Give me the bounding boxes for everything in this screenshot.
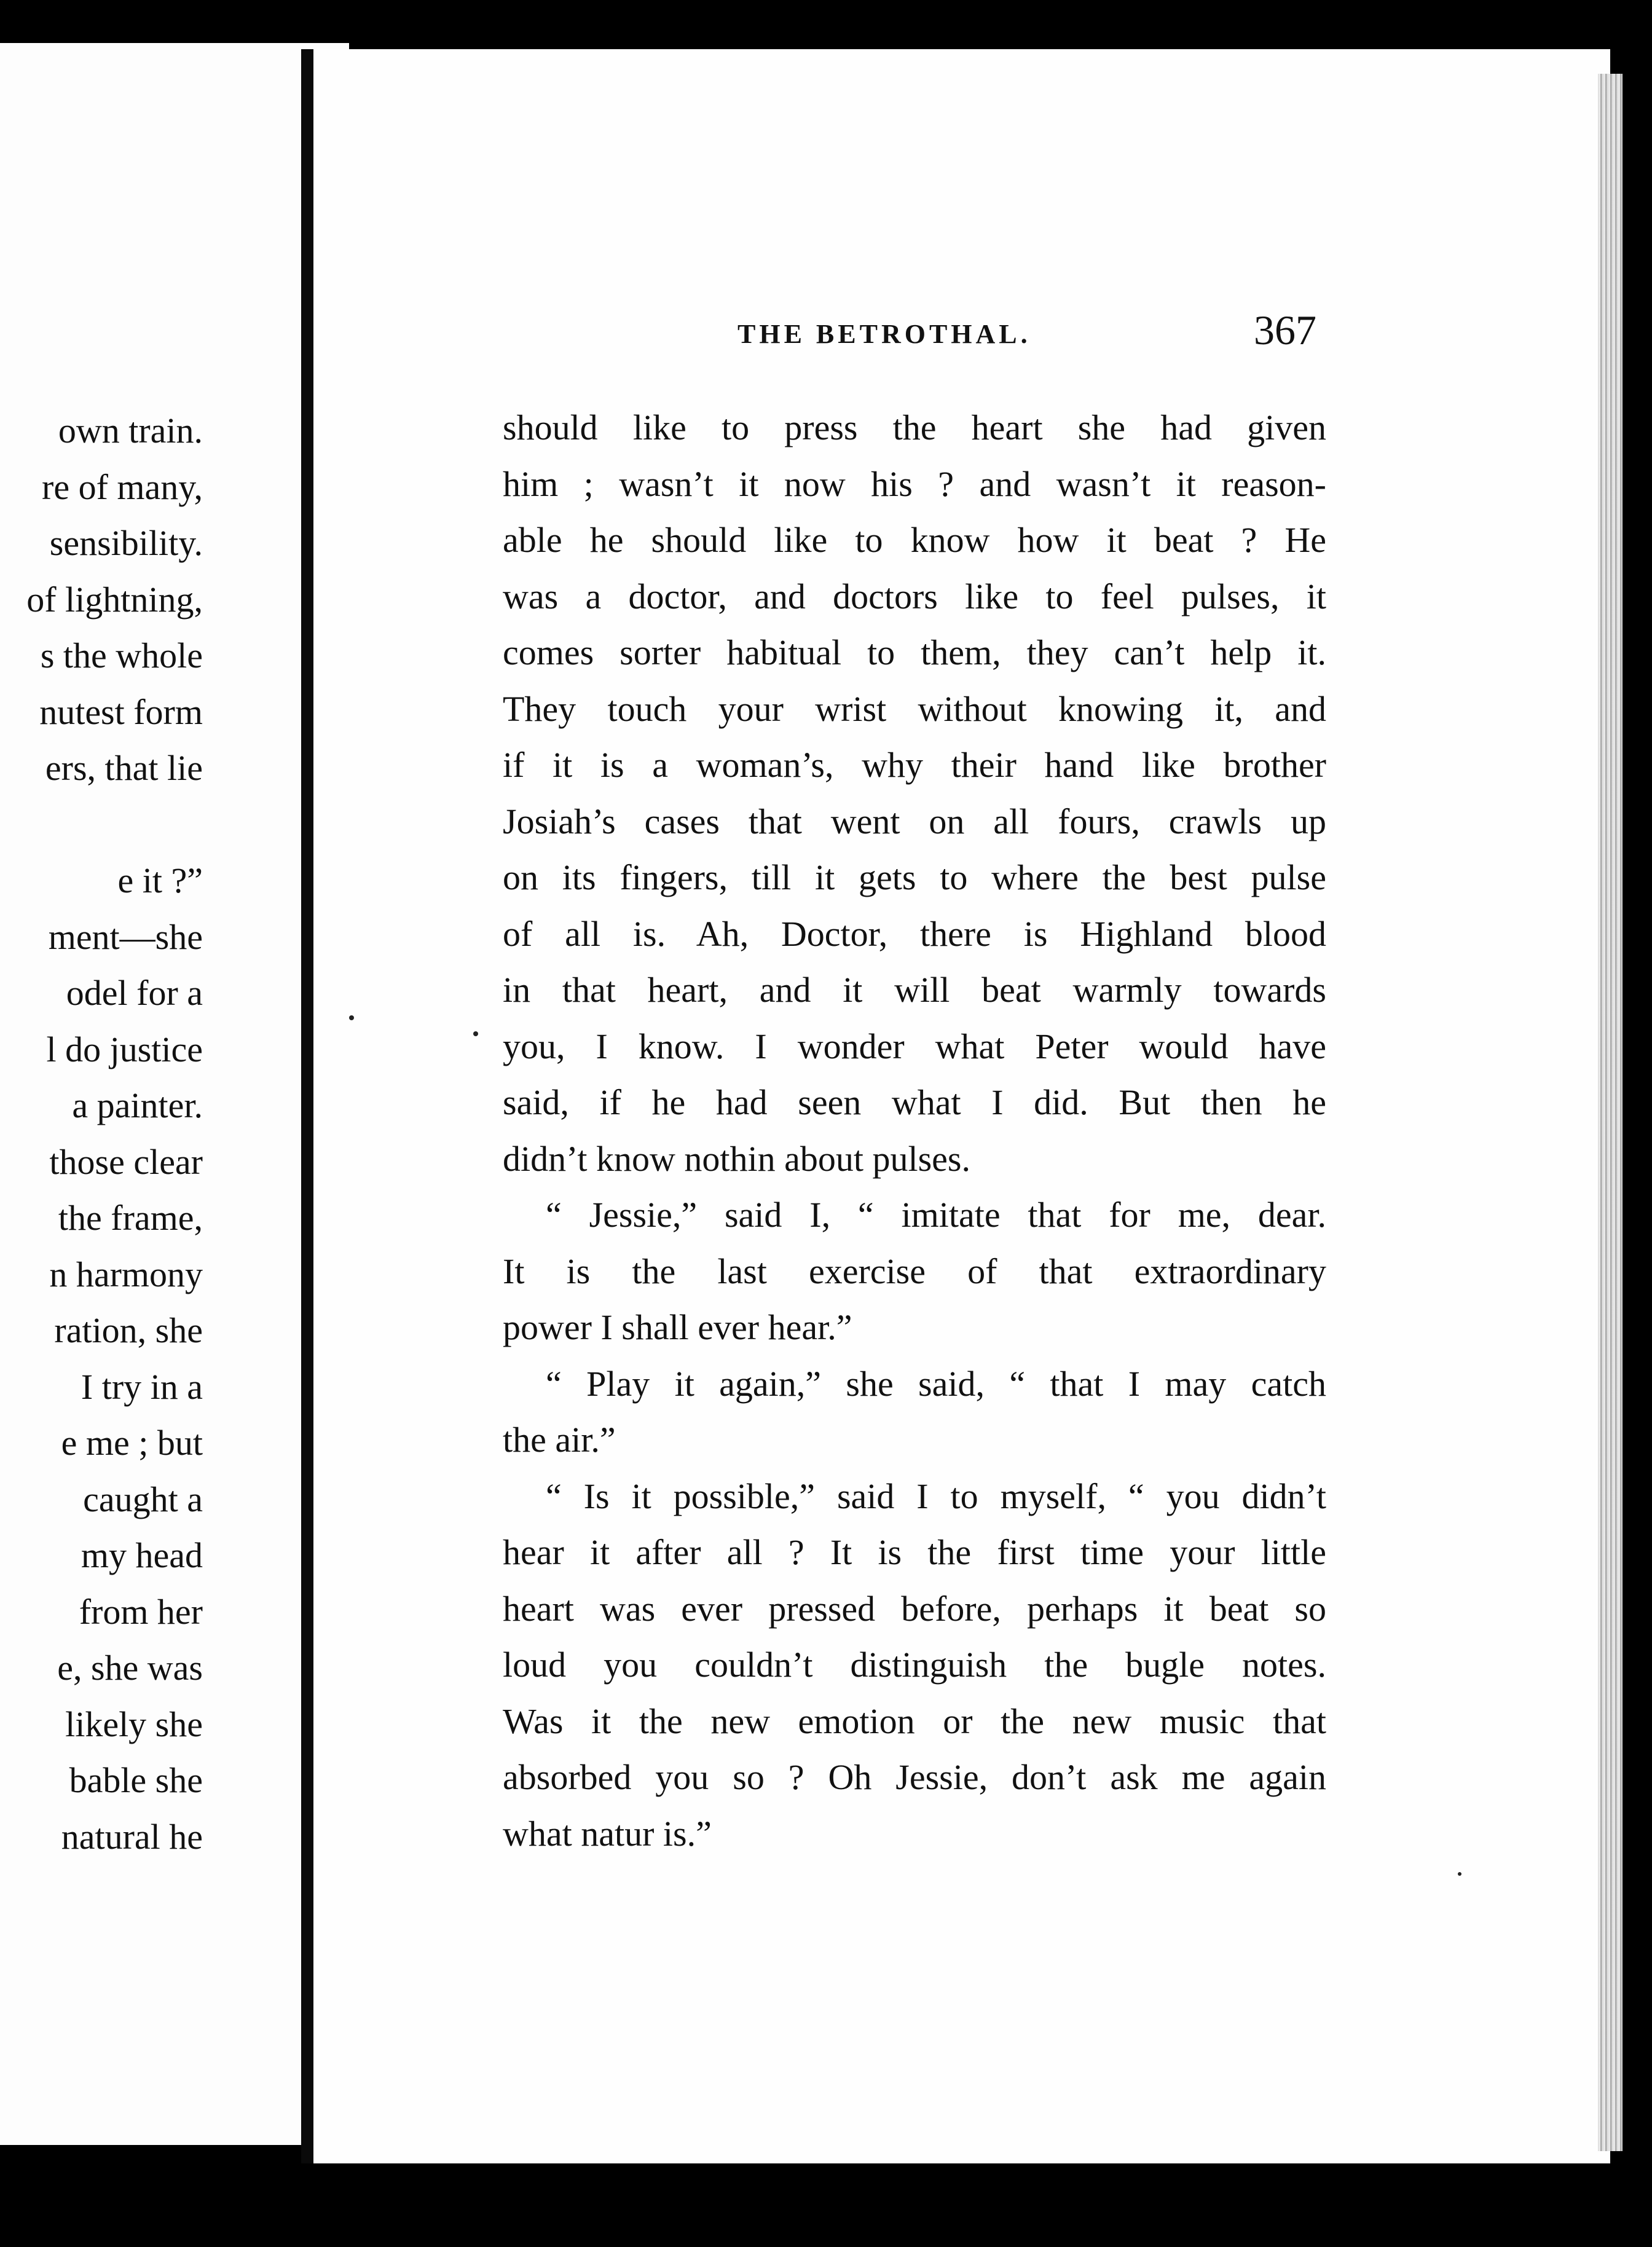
text-line: Was it the new emotion or the new music that xyxy=(503,1701,1326,1741)
previous-page-line: my head xyxy=(81,1535,203,1575)
previous-page-line: the frame, xyxy=(58,1198,203,1238)
previous-page-line: e, she was xyxy=(57,1648,203,1688)
text-line: “ Jessie,” said I, “ imitate that for me, dear. xyxy=(546,1195,1326,1235)
text-line: “ Play it again,” she said, “ that I may catch xyxy=(546,1363,1326,1404)
previous-page-line xyxy=(0,797,344,853)
text-line: able he should like to know how it beat ? He xyxy=(503,520,1326,560)
previous-page-line: n harmony xyxy=(49,1254,203,1294)
previous-page-text xyxy=(0,403,344,1865)
previous-page-line: ration, she xyxy=(54,1310,203,1350)
text-line: in that heart, and it will beat warmly towards xyxy=(503,970,1326,1010)
previous-page-line: likely she xyxy=(65,1704,203,1744)
text-line: They touch your wrist without knowing it, and xyxy=(503,688,1326,729)
page-body xyxy=(503,399,1326,1862)
page-number: 367 xyxy=(1254,307,1316,353)
previous-page-line: e me ; but xyxy=(61,1423,203,1463)
text-line: hear it after all ? It is the first time your little xyxy=(503,1532,1326,1572)
text-line: should like to press the heart she had given xyxy=(503,407,1326,447)
text-line: you, I know. I wonder what Peter would have xyxy=(503,1026,1326,1066)
text-line: of all is. Ah, Doctor, there is Highland blood xyxy=(503,913,1326,954)
previous-page-line: l do justice xyxy=(46,1029,203,1069)
previous-page-line: I try in a xyxy=(81,1366,203,1407)
previous-page-line: caught a xyxy=(83,1479,203,1519)
text-line: It is the last exercise of that extraordinary xyxy=(503,1251,1326,1291)
text-line: heart was ever pressed before, perhaps it beat so xyxy=(503,1588,1326,1629)
text-line: on its fingers, till it gets to where the best pulse xyxy=(503,857,1326,897)
ink-speck xyxy=(349,1015,354,1020)
text-line: said, if he had seen what I did. But then he xyxy=(503,1082,1326,1122)
previous-page xyxy=(0,43,349,2145)
page-block-edge xyxy=(1598,74,1622,2151)
previous-page-line: own train. xyxy=(58,411,203,451)
text-line: “ Is it possible,” said I to myself, “ you didn’t xyxy=(546,1476,1326,1516)
previous-page-line: e it ?” xyxy=(117,860,203,900)
previous-page-line: s the whole xyxy=(40,636,203,675)
previous-page-line: natural he xyxy=(61,1816,203,1857)
previous-page-line: sensibility. xyxy=(49,523,203,563)
previous-page-line: of lightning, xyxy=(26,579,203,620)
previous-page-line: ers, that lie xyxy=(45,748,203,788)
text-line: absorbed you so ? Oh Jessie, don’t ask me again xyxy=(503,1757,1326,1797)
ink-speck xyxy=(473,1031,478,1036)
text-line: didn’t know nothin about pulses. xyxy=(503,1138,970,1179)
text-line: if it is a woman’s, why their hand like brother xyxy=(503,745,1326,785)
text-line: loud you couldn’t distinguish the bugle notes. xyxy=(503,1645,1326,1685)
text-line: was a doctor, and doctors like to feel pulses, it xyxy=(503,576,1326,616)
running-head: THE BETROTHAL. xyxy=(738,319,1031,349)
text-line: him ; wasn’t it now his ? and wasn’t it reason- xyxy=(503,463,1326,504)
previous-page-line: ment—she xyxy=(48,916,203,957)
previous-page-line: nutest form xyxy=(39,691,203,732)
previous-page-line: from her xyxy=(79,1591,203,1632)
previous-page-line: odel for a xyxy=(66,973,203,1013)
previous-page-line: those clear xyxy=(49,1141,203,1182)
text-line: power I shall ever hear.” xyxy=(503,1307,852,1347)
text-line: the air.” xyxy=(503,1420,616,1460)
previous-page-line: re of many, xyxy=(42,466,203,507)
text-line: what natur is.” xyxy=(503,1813,712,1854)
ink-speck xyxy=(1458,1872,1461,1876)
text-line: comes sorter habitual to them, they can’t help it. xyxy=(503,632,1326,672)
previous-page-line: a painter. xyxy=(72,1085,203,1125)
text-line: Josiah’s cases that went on all fours, crawls up xyxy=(503,801,1326,841)
previous-page-line: bable she xyxy=(69,1760,203,1800)
